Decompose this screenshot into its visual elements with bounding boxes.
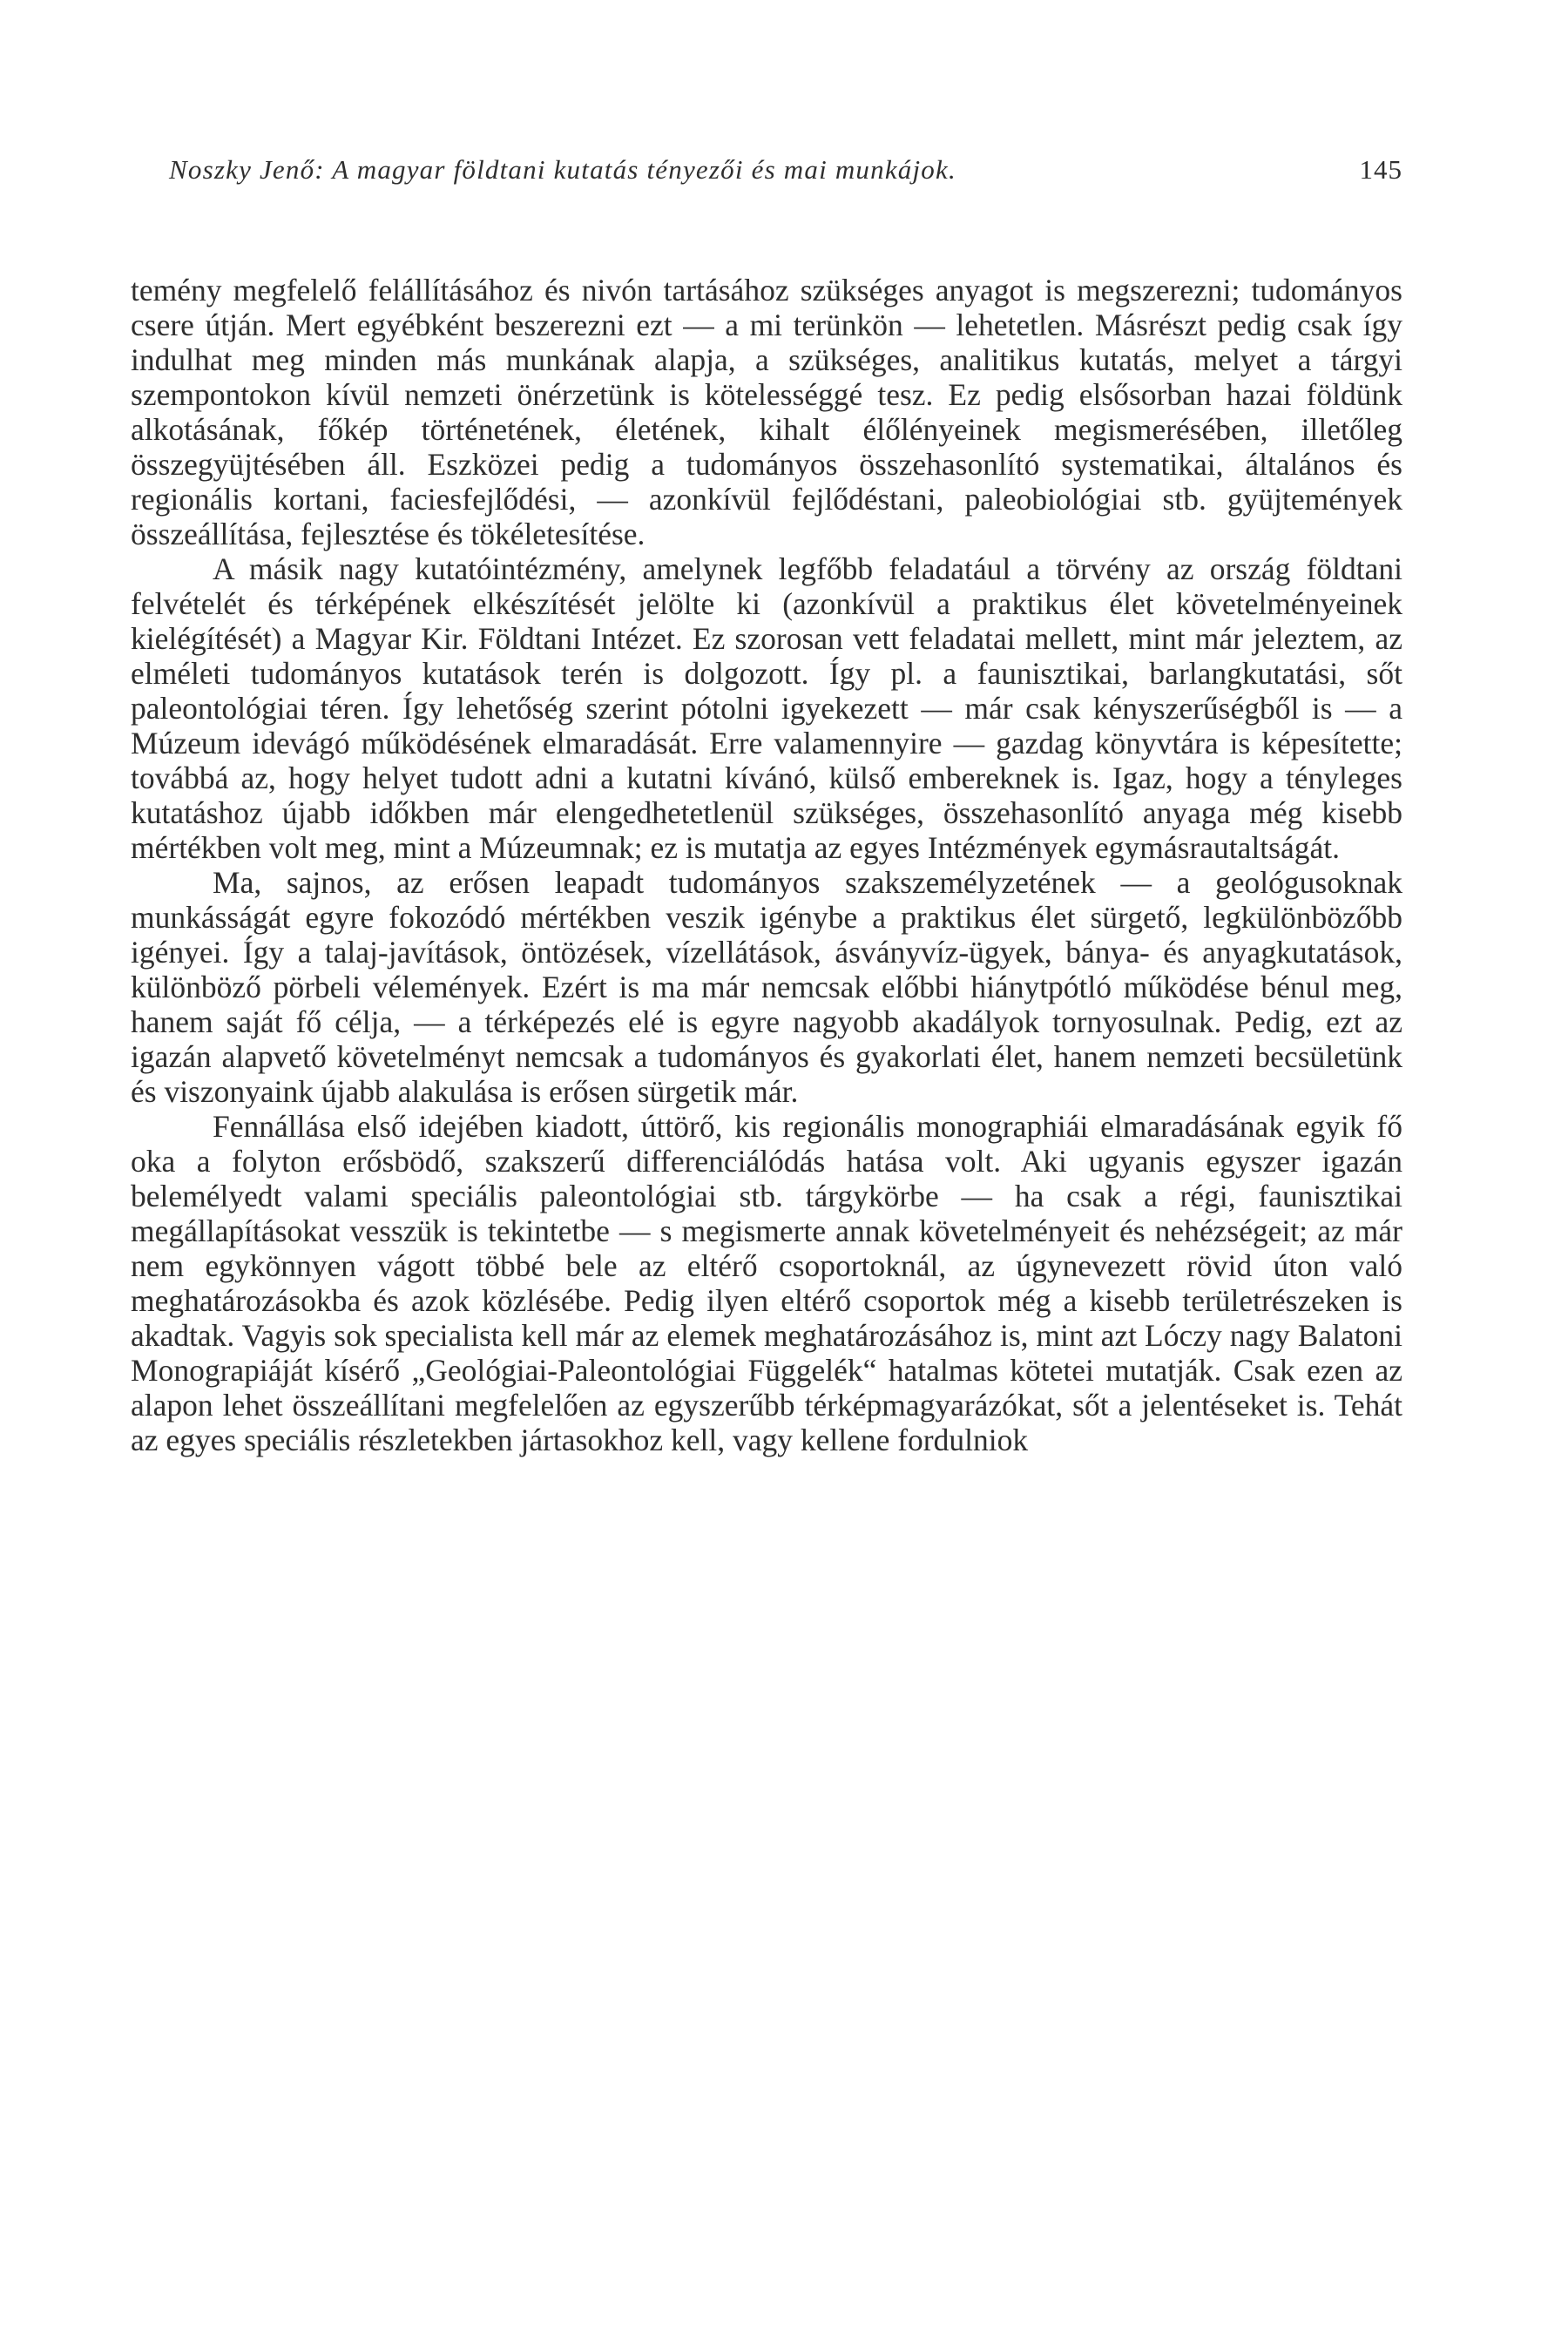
page-number: 145 [1359,154,1402,185]
paragraph-1: temény megfelelő felállításához és nivón tartásához szükséges anyagot is megszerezni; tudományos csere útján. Mert egyébként beszerezni ezt — a mi terünkön — lehetetlen. Másrészt pedig csak így indulhat meg minden más munkának alapja, a szükséges, analitikus kutatás, melyet a tárgyi szempontokon kívül nemzeti önérzetünk is kötelességgé tesz. Ez pedig elsősorban hazai földünk alkotásának, főkép történetének, életének, kihalt élőlényeinek megismerésében, illetőleg összegyüjtésében áll. Eszközei pedig a tudományos összehasonlító systematikai, általános és regionális kortani, faciesfejlődési, — azonkívül fejlődéstani, paleobiológiai stb. gyüjtemények összeállítása, fejlesztése és tökéletesítése. [131,273,1402,551]
book-page [131,148,1402,2308]
running-head [131,148,1402,192]
paragraph-3: Ma, sajnos, az erősen leapadt tudományos szakszemélyzetének — a geológusoknak munkásságát egyre fokozódó mértékben veszik igénybe a praktikus élet sürgető, legkülönbözőbb igényei. Így a talaj-javítások, öntözések, vízellátások, ásványvíz-ügyek, bánya- és anyagkutatások, különböző pörbeli vélemények. Ezért is ma már nemcsak előbbi hiánytpótló működése bénul meg, hanem saját fő célja, — a térképezés elé is egyre nagyobb akadályok tornyosulnak. Pedig, ezt az igazán alapvető követelményt nemcsak a tudományos és gyakorlati élet, hanem nemzeti becsületünk és viszonyaink újabb alakulása is erősen sürgetik már. [131,865,1402,1109]
running-title: Noszky Jenő: A magyar földtani kutatás tényezői és mai munkájok. [169,154,956,185]
paragraph-2: A másik nagy kutatóintézmény, amelynek legfőbb feladatául a törvény az ország földtani felvételét és térképének elkészítését jelölte ki (azonkívül a praktikus élet követelményeinek kielégítését) a Magyar Kir. Földtani Intézet. Ez szorosan vett feladatai mellett, mint már jeleztem, az elméleti tudományos kutatások terén is dolgozott. Így pl. a faunisztikai, barlangkutatási, sőt paleontológiai téren. Így lehetőség szerint pótolni igyekezett — már csak kényszerűségből is — a Múzeum idevágó működésének elmaradását. Erre valamennyire — gazdag könyvtára is képesítette; továbbá az, hogy helyet tudott adni a kutatni kívánó, külső embereknek is. Igaz, hogy a tényleges kutatáshoz újabb időkben már elengedhetetlenül szükséges, összehasonlító anyaga még kisebb mértékben volt meg, mint a Múzeumnak; ez is mutatja az egyes Intézmények egymásrautaltságát. [131,551,1402,865]
body-text [131,273,1402,1457]
paragraph-4: Fennállása első idejében kiadott, úttörő, kis regionális monographiái elmaradásának egyik fő oka a folyton erősbödő, szakszerű differenciálódás hatása volt. Aki ugyanis egyszer igazán belemélyedt valami speciális paleontológiai stb. tárgykörbe — ha csak a régi, faunisztikai megállapításokat vesszük is tekintetbe — s megismerte annak követelményeit és nehézségeit; az már nem egykönnyen vágott többé bele az eltérő csoportoknál, az úgynevezett rövid úton való meghatározásokba és azok közlésébe. Pedig ilyen eltérő csoportok még a kisebb területrészeken is akadtak. Vagyis sok specialista kell már az elemek meghatározásához is, mint azt Lóczy nagy Balatoni Monograpiáját kísérő „Geológiai-Paleontológiai Függelék“ hatalmas kötetei mutatják. Csak ezen az alapon lehet összeállítani megfelelően az egyszerűbb térképmagyarázókat, sőt a jelentéseket is. Tehát az egyes speciális részletekben jártasokhoz kell, vagy kellene fordulniok [131,1109,1402,1457]
